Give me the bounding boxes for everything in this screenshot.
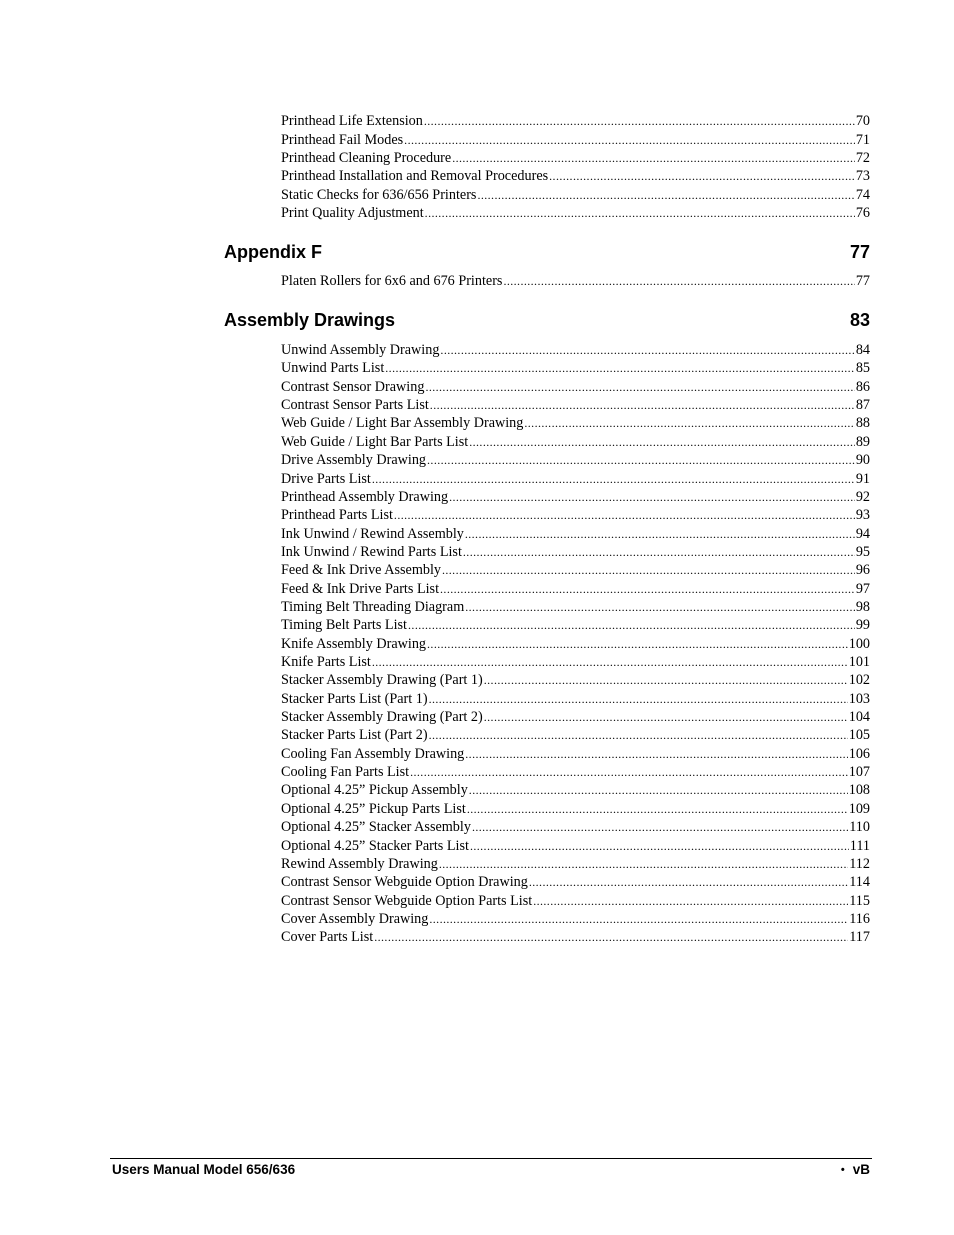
- dot-leader: [449, 488, 855, 506]
- toc-heading-assembly-drawings[interactable]: [224, 309, 870, 331]
- toc-entry[interactable]: [281, 167, 870, 185]
- bullet-icon: •: [840, 1164, 845, 1176]
- toc-entry-label: Stacker Assembly Drawing (Part 1): [281, 672, 483, 689]
- heading-title: Appendix F: [224, 242, 322, 262]
- toc-entry[interactable]: [281, 892, 870, 910]
- toc-entry-label: Contrast Sensor Parts List: [281, 397, 429, 414]
- toc-entry[interactable]: [281, 726, 870, 744]
- heading-page: 77: [849, 242, 870, 262]
- toc-entry-page: 89: [855, 433, 870, 450]
- toc-entry-page: 95: [855, 543, 870, 560]
- toc-entry-label: Optional 4.25” Pickup Parts List: [281, 800, 466, 817]
- toc-entry-label: Printhead Assembly Drawing: [281, 488, 449, 505]
- toc-entry-label: Timing Belt Threading Diagram: [281, 598, 465, 615]
- dot-leader: [385, 359, 855, 377]
- toc-entry-label: Printhead Fail Modes: [281, 132, 404, 148]
- toc-entry-label: Web Guide / Light Bar Parts List: [281, 433, 469, 450]
- heading-title: Assembly Drawings: [224, 310, 396, 330]
- toc-entry-page: 94: [855, 525, 870, 542]
- toc-entry-page: 106: [848, 745, 870, 762]
- toc-entry-label: Timing Belt Parts List: [281, 617, 408, 634]
- toc-entry-page: 111: [849, 837, 870, 854]
- dot-leader: [429, 726, 848, 744]
- dot-leader: [404, 131, 855, 149]
- toc-entry-label: Optional 4.25” Stacker Parts List: [281, 837, 469, 854]
- dot-leader: [429, 690, 848, 708]
- dot-leader: [465, 745, 847, 763]
- toc-entry-page: 88: [855, 415, 870, 432]
- footer-rule: [110, 1158, 872, 1159]
- toc-entry[interactable]: [281, 378, 870, 396]
- toc-entry[interactable]: [281, 112, 870, 130]
- toc-entry-page: 91: [855, 470, 870, 487]
- toc-entry-page: 112: [849, 855, 870, 872]
- dot-leader: [452, 149, 855, 167]
- toc-entry-label: Optional 4.25” Stacker Assembly: [281, 819, 471, 836]
- toc-entry-label: Feed & Ink Drive Assembly: [281, 562, 441, 579]
- toc-entry-page: 87: [855, 397, 870, 414]
- toc-entry-page: 86: [855, 378, 870, 395]
- toc-entry-label: Printhead Cleaning Procedure: [281, 150, 452, 166]
- toc-entry-label: Drive Parts List: [281, 470, 371, 487]
- footer-title: Users Manual Model 656/636: [112, 1162, 296, 1177]
- toc-entry[interactable]: [281, 616, 870, 634]
- toc-entry-page: 102: [848, 672, 870, 689]
- page-footer: [112, 1162, 870, 1178]
- dot-leader: [549, 167, 855, 185]
- toc-entry-label: Knife Parts List: [281, 654, 371, 670]
- toc-entry-page: 107: [848, 764, 870, 780]
- toc-entry[interactable]: [281, 690, 870, 708]
- toc-entry-label: Contrast Sensor Webguide Option Parts List: [281, 892, 533, 909]
- toc-entry[interactable]: [281, 580, 870, 598]
- toc-entry[interactable]: [281, 708, 870, 726]
- toc-entry-label: Cooling Fan Assembly Drawing: [281, 745, 465, 762]
- toc-entry[interactable]: [281, 800, 870, 818]
- dot-leader: [425, 378, 854, 396]
- toc-entry[interactable]: [281, 433, 870, 451]
- toc-entry-page: 96: [855, 562, 870, 579]
- toc-entry[interactable]: [281, 470, 870, 488]
- toc-entry-label: Printhead Life Extension: [281, 113, 423, 129]
- toc-entry[interactable]: [281, 186, 870, 204]
- toc-entry-page: 74: [855, 187, 870, 203]
- toc-entry[interactable]: [281, 506, 870, 524]
- toc-entry[interactable]: [281, 745, 870, 763]
- toc-entry-label: Feed & Ink Drive Parts List: [281, 580, 440, 597]
- toc-entry-label: Cooling Fan Parts List: [281, 764, 410, 780]
- toc-entry[interactable]: [281, 855, 870, 873]
- dot-leader: [427, 635, 848, 653]
- dot-leader: [472, 818, 848, 836]
- toc-entry-label: Rewind Assembly Drawing: [281, 855, 438, 872]
- toc-heading-appendix-f[interactable]: [224, 241, 870, 263]
- dot-leader: [442, 561, 855, 579]
- toc-entry-page: 116: [849, 910, 870, 927]
- toc-entry-label: Unwind Parts List: [281, 360, 385, 377]
- toc-entry[interactable]: [281, 837, 870, 855]
- dot-leader: [477, 186, 854, 204]
- toc-entry-label: Cover Assembly Drawing: [281, 910, 429, 927]
- toc-entry-page: 117: [849, 929, 870, 946]
- toc-entry[interactable]: [281, 131, 870, 149]
- toc-entry-page: 72: [855, 150, 870, 166]
- dot-leader: [465, 525, 855, 543]
- dot-leader: [372, 653, 848, 671]
- dot-leader: [503, 272, 854, 290]
- toc-entry-label: Stacker Parts List (Part 1): [281, 690, 428, 707]
- dot-leader: [372, 470, 855, 488]
- dot-leader: [440, 580, 855, 598]
- dot-leader: [427, 451, 855, 469]
- toc-entry-label: Platen Rollers for 6x6 and 676 Printers: [281, 273, 503, 289]
- toc-entry-page: 92: [855, 488, 870, 505]
- toc-entry-page: 103: [848, 690, 870, 707]
- toc-entry[interactable]: [281, 341, 870, 359]
- toc-entry-label: Contrast Sensor Webguide Option Drawing: [281, 874, 528, 891]
- toc-entry-page: 71: [855, 132, 870, 148]
- toc-entry-label: Contrast Sensor Drawing: [281, 378, 425, 395]
- toc-entry[interactable]: [281, 204, 870, 222]
- toc-entry-label: Ink Unwind / Rewind Parts List: [281, 543, 462, 560]
- toc-entry-label: Web Guide / Light Bar Assembly Drawing: [281, 415, 524, 432]
- toc-entry-page: 76: [855, 205, 870, 221]
- dot-leader: [410, 763, 848, 781]
- toc-entry-label: Print Quality Adjustment: [281, 205, 424, 221]
- dot-leader: [408, 616, 855, 634]
- toc-entry-page: 109: [848, 800, 870, 817]
- toc-entry[interactable]: [281, 873, 870, 891]
- toc-entry[interactable]: [281, 149, 870, 167]
- toc-entry-page: 105: [848, 727, 870, 744]
- toc-entry-page: 115: [849, 892, 870, 909]
- toc-entry-page: 101: [848, 654, 870, 670]
- toc-entry[interactable]: [281, 671, 870, 689]
- dot-leader: [469, 433, 855, 451]
- dot-leader: [463, 543, 855, 561]
- toc-entry[interactable]: [281, 272, 870, 290]
- toc-entry-page: 84: [855, 342, 870, 358]
- dot-leader: [394, 506, 855, 524]
- dot-leader: [439, 855, 848, 873]
- toc-entry-page: 73: [855, 168, 870, 184]
- toc-entry-page: 100: [848, 635, 870, 652]
- toc-entry-page: 93: [855, 507, 870, 524]
- toc-entry-page: 110: [849, 819, 870, 836]
- toc-entry[interactable]: [281, 928, 870, 946]
- toc-entry-label: Printhead Parts List: [281, 507, 393, 524]
- dot-leader: [465, 598, 855, 616]
- toc-entry-page: 99: [855, 617, 870, 634]
- toc-entry[interactable]: [281, 818, 870, 836]
- toc-entry[interactable]: [281, 359, 870, 377]
- toc-entry-page: 114: [849, 874, 870, 891]
- footer-version-group: [841, 1162, 870, 1178]
- toc-entry-page: 104: [848, 709, 870, 725]
- toc-entry-label: Stacker Assembly Drawing (Part 2): [281, 709, 483, 725]
- toc-entry-page: 85: [855, 360, 870, 377]
- toc-entry[interactable]: [281, 414, 870, 432]
- dot-leader: [529, 873, 848, 891]
- toc-entry[interactable]: [281, 396, 870, 414]
- toc-entry-label: Printhead Installation and Removal Procedures: [281, 168, 549, 184]
- toc-entry-page: 97: [855, 580, 870, 597]
- toc-entry-page: 77: [855, 273, 870, 289]
- toc-entry-label: Cover Parts List: [281, 929, 374, 946]
- toc-entry-label: Unwind Assembly Drawing: [281, 342, 440, 358]
- toc-entry[interactable]: [281, 635, 870, 653]
- dot-leader: [430, 396, 855, 414]
- dot-leader: [374, 928, 848, 946]
- dot-leader: [440, 341, 854, 359]
- dot-leader: [429, 910, 848, 928]
- toc-entry[interactable]: [281, 525, 870, 543]
- toc-entry-page: 108: [848, 782, 870, 799]
- toc-entry[interactable]: [281, 598, 870, 616]
- toc-entry[interactable]: [281, 488, 870, 506]
- toc-entry[interactable]: [281, 763, 870, 781]
- dot-leader: [484, 708, 848, 726]
- toc-entry-page: 90: [855, 452, 870, 469]
- toc-entry[interactable]: [281, 653, 870, 671]
- toc-entry-label: Optional 4.25” Pickup Assembly: [281, 782, 468, 799]
- dot-leader: [469, 781, 848, 799]
- toc-entry-label: Static Checks for 636/656 Printers: [281, 187, 477, 203]
- dot-leader: [424, 112, 855, 130]
- heading-page: 83: [849, 310, 870, 330]
- toc-entry[interactable]: [281, 781, 870, 799]
- toc-entry-label: Stacker Parts List (Part 2): [281, 727, 428, 744]
- dot-leader: [467, 800, 848, 818]
- toc-entry[interactable]: [281, 543, 870, 561]
- dot-leader: [533, 892, 848, 910]
- toc-entry-label: Drive Assembly Drawing: [281, 452, 427, 469]
- toc-entry[interactable]: [281, 910, 870, 928]
- dot-leader: [484, 671, 848, 689]
- dot-leader: [470, 837, 849, 855]
- toc-entry-page: 70: [855, 113, 870, 129]
- dot-leader: [425, 204, 855, 222]
- footer-version: vB: [852, 1162, 870, 1177]
- toc-entry[interactable]: [281, 451, 870, 469]
- toc-entry[interactable]: [281, 561, 870, 579]
- toc-entry-label: Knife Assembly Drawing: [281, 635, 427, 652]
- dot-leader: [524, 414, 854, 432]
- toc-entry-page: 98: [855, 598, 870, 615]
- toc-entry-label: Ink Unwind / Rewind Assembly: [281, 525, 464, 542]
